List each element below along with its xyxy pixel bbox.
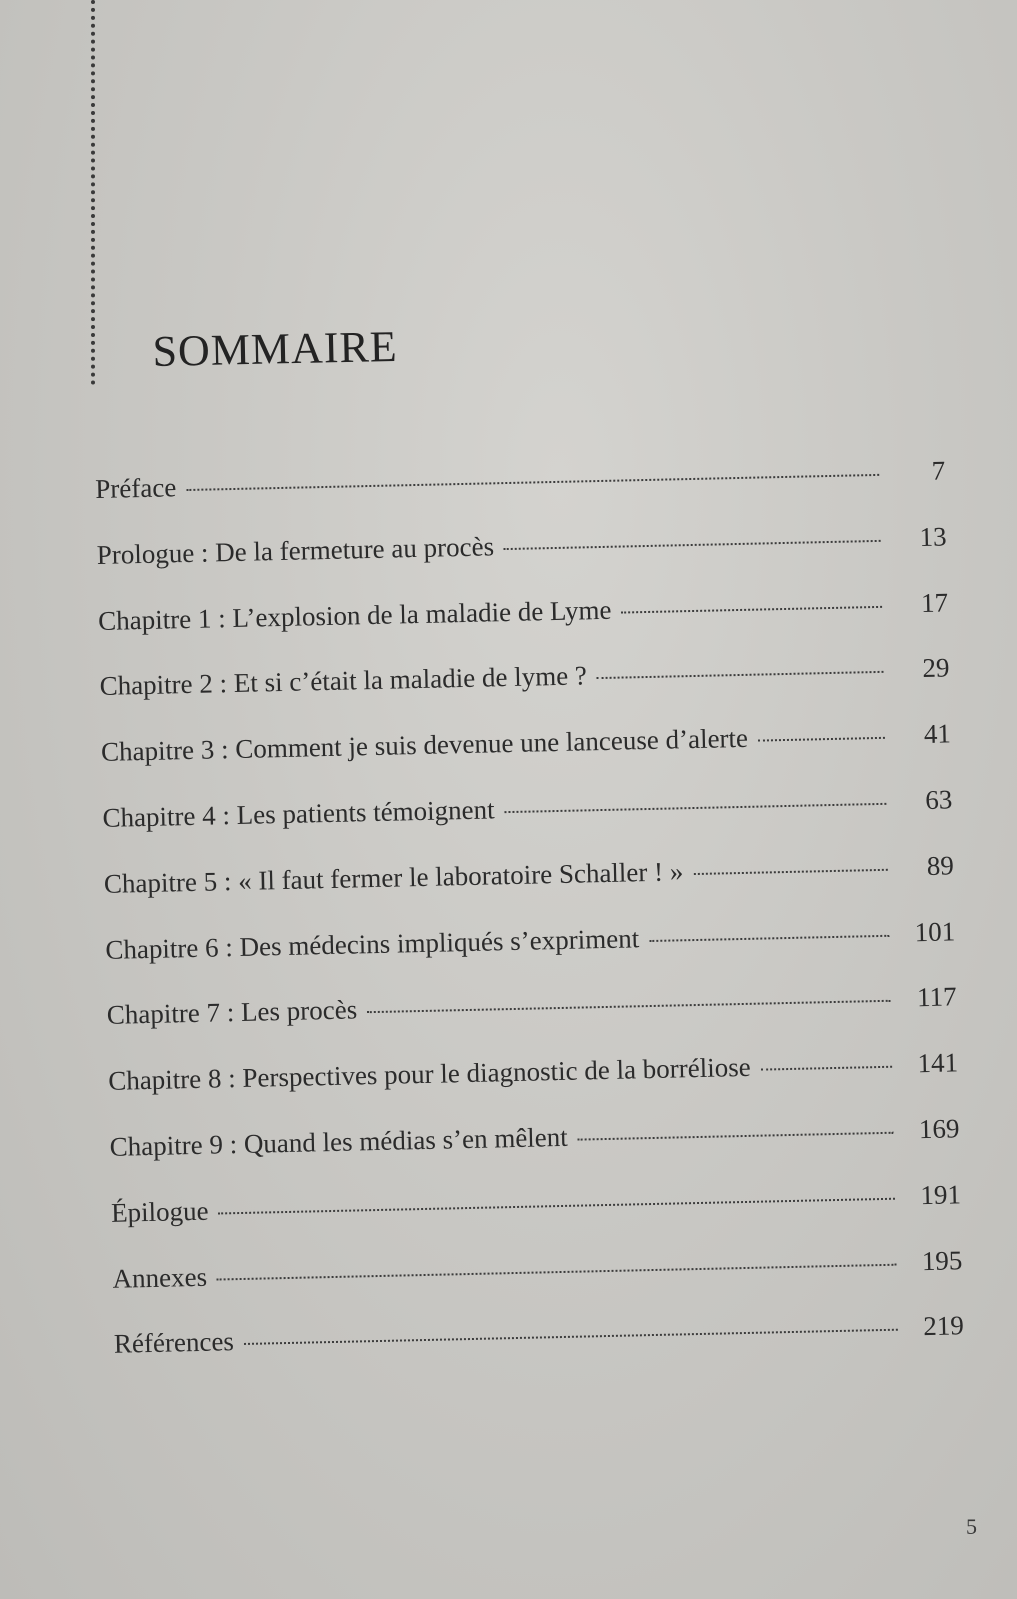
- dot-leader: [219, 1197, 895, 1214]
- dot-leader: [693, 869, 887, 875]
- page-number: 5: [966, 1514, 977, 1539]
- dot-leader: [504, 540, 881, 550]
- toc-entry-label: Références: [113, 1326, 235, 1360]
- toc-entry-label: Chapitre 9 : Quand les médias s’en mêlent: [109, 1121, 569, 1162]
- toc-entry-page: 141: [917, 1047, 959, 1079]
- toc-entry-page: 7: [931, 455, 946, 486]
- toc-entry-page: 17: [920, 587, 949, 618]
- toc-entry-label: Prologue : De la fermeture au procès: [96, 531, 495, 570]
- toc-entry-label: Chapitre 5 : « Il faut fermer le laboratoire Schaller ! »: [103, 856, 684, 899]
- toc-entry-page: 89: [926, 850, 955, 881]
- toc-entry-label: Chapitre 6 : Des médecins impliqués s’expriment: [105, 922, 640, 965]
- toc-entry-page: 169: [918, 1113, 960, 1145]
- dot-leader: [621, 605, 882, 613]
- dot-leader: [367, 1000, 890, 1013]
- dot-leader: [597, 671, 884, 679]
- toc-entry-page: 219: [922, 1310, 965, 1342]
- toc-entry-label: Préface: [95, 472, 177, 504]
- toc-entry-page: 117: [916, 981, 957, 1013]
- dot-leader: [649, 934, 889, 941]
- dot-leader: [186, 474, 879, 491]
- toc-entry-page: 195: [921, 1244, 963, 1276]
- table-of-contents: [95, 455, 965, 1394]
- dot-leader: [578, 1132, 894, 1141]
- toc-entry-page: 63: [924, 784, 953, 815]
- toc-entry-label: Chapitre 4 : Les patients témoignent: [102, 794, 495, 833]
- toc-entry-page: 191: [920, 1179, 962, 1210]
- dot-leader: [761, 1066, 892, 1071]
- toc-entry-label: Annexes: [112, 1261, 208, 1294]
- decorative-dotted-rule: [91, 0, 95, 385]
- toc-entry-page: 101: [914, 915, 956, 947]
- page-title: SOMMAIRE: [152, 321, 399, 376]
- dot-leader: [505, 803, 887, 813]
- toc-entry-label: Chapitre 3 : Comment je suis devenue une lanceuse d’alerte: [100, 723, 749, 768]
- toc-entry-label: Chapitre 8 : Perspectives pour le diagnostic de la borréliose: [107, 1052, 751, 1097]
- toc-entry-page: 13: [919, 521, 947, 552]
- dot-leader: [217, 1263, 896, 1280]
- dot-leader: [244, 1329, 898, 1345]
- toc-entry-page: 41: [923, 718, 952, 750]
- toc-entry-label: Chapitre 1 : L’explosion de la maladie de Lyme: [97, 594, 612, 636]
- toc-entry-label: Chapitre 2 : Et si c’était la maladie de lyme ?: [99, 660, 588, 702]
- toc-entry-page: 29: [922, 652, 950, 684]
- toc-entry-label: Épilogue: [110, 1195, 209, 1228]
- toc-entry-label: Chapitre 7 : Les procès: [106, 994, 358, 1031]
- dot-leader: [758, 737, 885, 742]
